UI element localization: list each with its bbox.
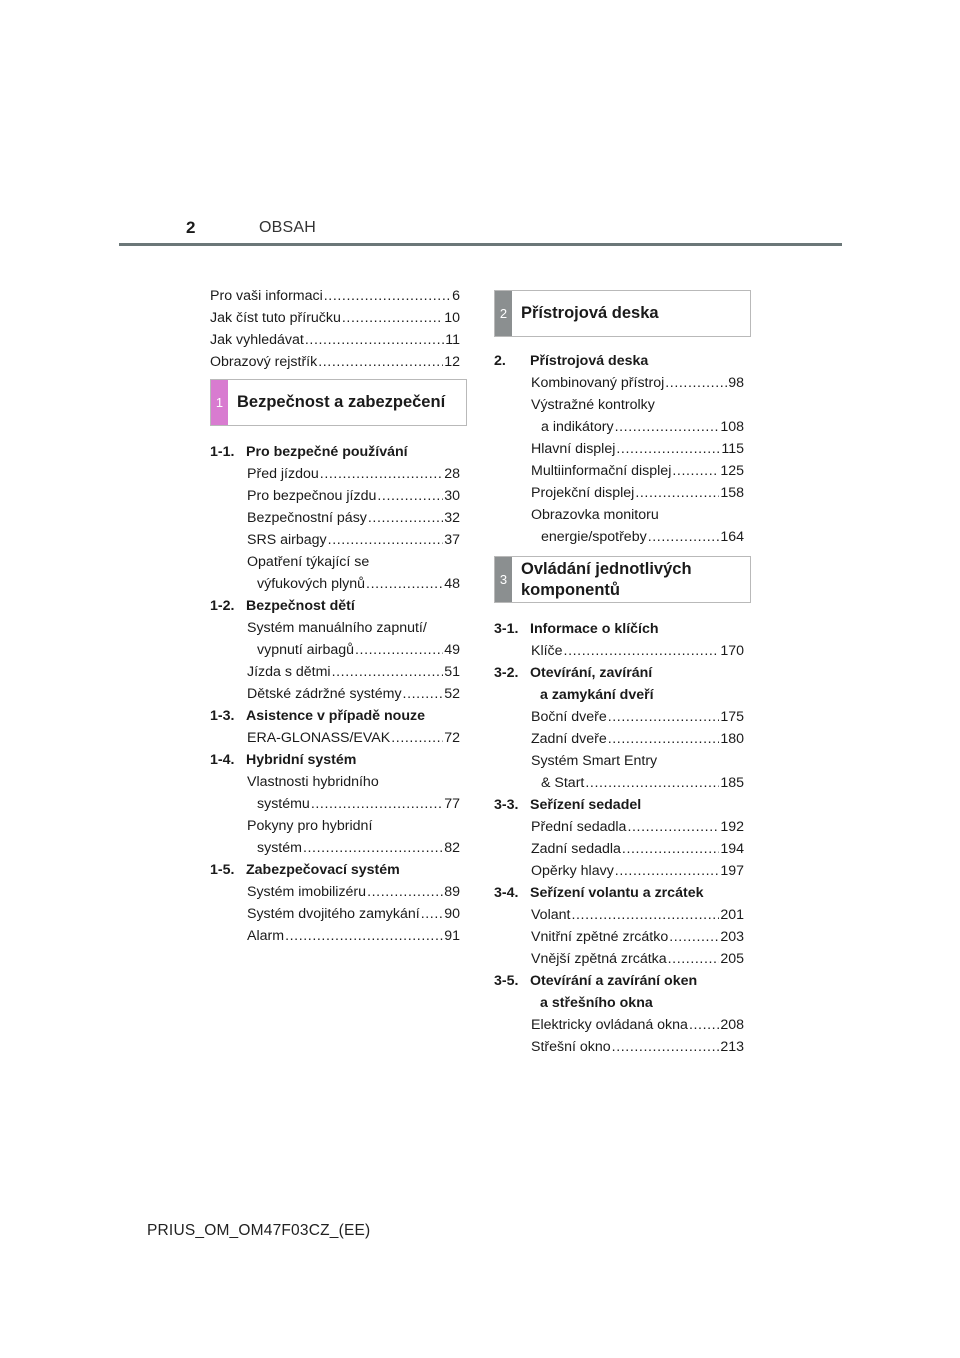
toc-entry-text: Boční dveře (531, 709, 607, 725)
section-2-title: Přístrojová deska (521, 304, 659, 322)
toc-item[interactable] (210, 925, 460, 947)
toc-entry-text: Kombinovaný přístroj (531, 375, 665, 391)
toc-group-title (530, 882, 703, 904)
toc-item[interactable] (494, 750, 744, 794)
toc-group-title-line: Seřízení volantu a zrcátek (530, 885, 704, 901)
toc-entry-page: 180 (720, 731, 744, 747)
section-3-title-line-1: Ovládání jednotlivých (521, 559, 692, 578)
toc-entry-text: systému (257, 796, 310, 812)
toc-entry[interactable] (494, 438, 744, 460)
toc-entry-text: SRS airbagy (247, 532, 327, 548)
toc-entry[interactable] (210, 793, 460, 815)
dot-leader (616, 438, 720, 460)
toc-entry[interactable] (494, 728, 744, 750)
toc-group-heading[interactable] (494, 970, 744, 1014)
toc-group-title (530, 618, 659, 640)
toc-group (494, 882, 744, 970)
toc-entry-page: 49 (444, 642, 460, 658)
toc-entry-text: Jízda s dětmi (247, 664, 331, 680)
dot-leader (366, 573, 443, 595)
toc-group-title (246, 441, 408, 463)
toc-group-title (530, 970, 697, 1014)
toc-entry-page: 194 (720, 841, 744, 857)
toc-item[interactable] (210, 683, 460, 705)
toc-group-number: 3-3. (494, 797, 519, 813)
toc-item[interactable] (494, 394, 744, 438)
toc-entry[interactable] (210, 329, 460, 351)
toc-entry-page: 175 (720, 709, 744, 725)
dot-leader (421, 903, 444, 925)
section-3-tab: 3 (495, 557, 512, 602)
toc-item[interactable] (494, 926, 744, 948)
toc-group (210, 441, 460, 595)
toc-group (210, 705, 460, 749)
toc-entry-page: 201 (720, 907, 744, 923)
toc-entry-text: Multiinformační displej (531, 463, 672, 479)
toc-entry-line: Systém Smart Entry (531, 753, 658, 769)
toc-group-heading[interactable] (494, 794, 744, 816)
toc-entry[interactable] (210, 485, 460, 507)
toc-group-number: 1-5. (210, 862, 235, 878)
toc-entry-text: Přední sedadla (531, 819, 627, 835)
toc-group-number: 3-1. (494, 621, 519, 637)
toc-entry[interactable] (210, 727, 460, 749)
toc-entry[interactable] (210, 529, 460, 551)
toc-entry[interactable] (494, 1014, 744, 1036)
toc-entry-page: 90 (444, 906, 460, 922)
toc-item[interactable] (210, 551, 460, 595)
toc-entry-page: 98 (728, 375, 744, 391)
dot-leader (328, 529, 444, 551)
toc-entry-text: výfukových plynů (257, 576, 366, 592)
toc-entry-text: a indikátory (541, 419, 614, 435)
toc-item[interactable] (210, 485, 460, 507)
dot-leader (355, 639, 443, 661)
dot-leader (672, 460, 719, 482)
toc-entry[interactable] (494, 416, 744, 438)
dot-leader (635, 482, 719, 504)
toc-group-title-line: Přístrojová deska (530, 353, 649, 369)
toc-entry[interactable] (210, 507, 460, 529)
toc-entry-line: Opatření týkající se (247, 554, 370, 570)
toc-entry-line: Pokyny pro hybridní (247, 818, 373, 834)
toc-entry[interactable] (494, 526, 744, 548)
dot-leader (608, 706, 720, 728)
dot-leader (668, 948, 720, 970)
toc-entry[interactable] (494, 926, 744, 948)
toc-entry-text: Zadní dveře (531, 731, 607, 747)
toc-entry[interactable] (210, 683, 460, 705)
toc-item[interactable] (210, 661, 460, 683)
toc-item[interactable] (494, 904, 744, 926)
toc-entry[interactable] (210, 661, 460, 683)
toc-entry-page: 208 (720, 1017, 744, 1033)
dot-leader (615, 860, 720, 882)
toc-group-title-line: Pro bezpečné používání (246, 444, 408, 460)
toc-entry[interactable] (494, 482, 744, 504)
section-3-title-line-2: komponentů (521, 580, 620, 599)
toc-group-heading[interactable] (210, 595, 460, 617)
dot-leader (318, 351, 443, 373)
toc-group-title (246, 595, 355, 617)
section-1-title: Bezpečnost a zabezpečení (237, 393, 446, 411)
dot-leader (608, 728, 720, 750)
toc-item[interactable] (494, 1014, 744, 1036)
page-number: 2 (186, 218, 196, 237)
toc-item[interactable] (494, 706, 744, 728)
dot-leader (585, 772, 719, 794)
toc-group-title-line: a střešního okna (540, 995, 653, 1011)
toc-group-heading[interactable] (210, 749, 460, 771)
toc-entry[interactable] (494, 948, 744, 970)
dot-leader (615, 416, 720, 438)
dot-leader (665, 372, 727, 394)
dot-leader (669, 926, 719, 948)
toc-item[interactable] (210, 771, 460, 815)
dot-leader (403, 683, 444, 705)
toc-entry[interactable] (210, 903, 460, 925)
section-3-entries (494, 618, 744, 1058)
toc-entry-page: 185 (720, 775, 744, 791)
toc-group-number: 3-2. (494, 665, 519, 681)
toc-group-number: 1-4. (210, 752, 235, 768)
toc-group-title-line: Zabezpečovací systém (246, 862, 400, 878)
toc-group-heading[interactable] (210, 441, 460, 463)
toc-entry-text: Systém imobilizéru (247, 884, 367, 900)
dot-leader (622, 838, 719, 860)
toc-group-title (246, 749, 356, 771)
toc-entry-text: Alarm (247, 928, 285, 944)
toc-entry-text: Projekční displej (531, 485, 635, 501)
toc-item[interactable] (494, 838, 744, 860)
toc-item[interactable] (210, 881, 460, 903)
toc-entry-page: 213 (720, 1039, 744, 1055)
toc-entry-page: 164 (720, 529, 744, 545)
toc-entry-page: 89 (444, 884, 460, 900)
toc-entry-text: Klíče (531, 643, 563, 659)
toc-entry[interactable] (494, 860, 744, 882)
toc-entry-page: 72 (444, 730, 460, 746)
section-2-header[interactable] (494, 290, 751, 337)
toc-group (494, 970, 744, 1058)
toc-group-title (530, 662, 654, 706)
toc-entry[interactable] (494, 706, 744, 728)
toc-item[interactable] (210, 507, 460, 529)
toc-item[interactable] (210, 903, 460, 925)
toc-group-heading[interactable] (494, 618, 744, 640)
section-1-header[interactable] (210, 379, 467, 426)
toc-group (210, 859, 460, 947)
toc-right-column (494, 350, 744, 1058)
toc-entry-text: Pro vaši informaci (210, 288, 323, 304)
toc-group-number: 1-3. (210, 708, 235, 724)
toc-entry-page: 12 (444, 354, 460, 370)
toc-entry-page: 48 (444, 576, 460, 592)
toc-left-column (210, 285, 460, 947)
dot-leader (564, 640, 720, 662)
toc-group-title-line: Informace o klíčích (530, 621, 659, 637)
section-2-entries (494, 350, 744, 548)
dot-leader (368, 507, 443, 529)
toc-item[interactable] (494, 860, 744, 882)
toc-group-title-line: Asistence v případě nouze (246, 708, 425, 724)
toc-entry-line: Obrazovka monitoru (531, 507, 659, 523)
toc-group-title-line: Otevírání, zavírání (530, 665, 653, 681)
toc-group-heading[interactable] (210, 859, 460, 881)
toc-entry[interactable] (210, 307, 460, 329)
toc-entry-text: Vnější zpětná zrcátka (531, 951, 667, 967)
toc-entry-text: vypnutí airbagů (257, 642, 355, 658)
toc-entry[interactable] (210, 463, 460, 485)
toc-group (494, 618, 744, 662)
toc-entry-text: ERA-GLONASS/EVAK (247, 730, 391, 746)
toc-entry-page: 197 (720, 863, 744, 879)
dot-leader (305, 329, 444, 351)
toc-entry-line: Výstražné kontrolky (531, 397, 655, 413)
toc-entry-page: 32 (444, 510, 460, 526)
toc-group-title (530, 794, 641, 816)
section-3-title (512, 559, 692, 601)
toc-entry-text: & Start (541, 775, 585, 791)
toc-group-number: 1-1. (210, 444, 235, 460)
toc-entry[interactable] (494, 838, 744, 860)
dot-leader (627, 816, 719, 838)
dot-leader (332, 661, 444, 683)
toc-group (494, 794, 744, 882)
dot-leader (311, 793, 443, 815)
toc-entry-page: 82 (444, 840, 460, 856)
toc-item[interactable] (494, 460, 744, 482)
toc-entry[interactable] (210, 573, 460, 595)
toc-group-number: 2. (494, 353, 506, 369)
toc-group-number: 3-5. (494, 973, 519, 989)
toc-group (494, 662, 744, 794)
toc-entry-page: 51 (444, 664, 460, 680)
toc-group-title-line: Seřízení sedadel (530, 797, 642, 813)
toc-entry-text: Před jízdou (247, 466, 319, 482)
toc-entry-text: Jak vyhledávat (210, 332, 304, 348)
toc-item[interactable] (494, 948, 744, 970)
toc-item[interactable] (494, 482, 744, 504)
toc-group-title-line: Otevírání a zavírání oken (530, 973, 698, 989)
toc-entry-line: Systém manuálního zapnutí/ (247, 620, 427, 636)
toc-entry-text: Hlavní displej (531, 441, 616, 457)
section-1-tab: 1 (211, 380, 228, 425)
toc-entry-page: 115 (721, 441, 744, 457)
toc-group-title (246, 705, 425, 727)
toc-group (210, 749, 460, 859)
toc-entry-page: 203 (720, 929, 744, 945)
toc-group-heading[interactable] (210, 705, 460, 727)
toc-entry[interactable] (210, 837, 460, 859)
toc-entry[interactable] (494, 372, 744, 394)
toc-entry-text: systém (257, 840, 302, 856)
toc-entry[interactable] (210, 639, 460, 661)
toc-entry-text: Jak číst tuto příručku (210, 310, 341, 326)
toc-entry-text: Obrazový rejstřík (210, 354, 318, 370)
toc-entry-page: 192 (720, 819, 744, 835)
toc-group (494, 350, 744, 548)
toc-entry[interactable] (494, 640, 744, 662)
toc-entry-text: Vnitřní zpětné zrcátko (531, 929, 669, 945)
toc-item[interactable] (210, 529, 460, 551)
toc-entry-page: 91 (444, 928, 460, 944)
toc-entry-line: Vlastnosti hybridního (247, 774, 379, 790)
toc-group-heading[interactable] (494, 350, 744, 372)
toc-entry-page: 37 (444, 532, 460, 548)
toc-item[interactable] (494, 728, 744, 750)
section-3-header[interactable] (494, 556, 751, 603)
dot-leader (612, 1036, 720, 1058)
toc-entry[interactable] (494, 904, 744, 926)
dot-leader (377, 485, 443, 507)
toc-entry-page: 158 (720, 485, 744, 501)
toc-group-title-line: Hybridní systém (246, 752, 357, 768)
toc-entry-page: 30 (444, 488, 460, 504)
toc-item[interactable] (494, 816, 744, 838)
toc-entry[interactable] (494, 1036, 744, 1058)
toc-entry-text: Střešní okno (531, 1039, 611, 1055)
toc-entry[interactable] (494, 772, 744, 794)
toc-entry-page: 77 (444, 796, 460, 812)
toc-entry-text: Systém dvojitého zamykání (247, 906, 420, 922)
toc-group-number: 1-2. (210, 598, 235, 614)
toc-entry-page: 125 (720, 463, 744, 479)
toc-item[interactable] (494, 504, 744, 548)
toc-group-title-line: a zamykání dveří (540, 687, 654, 703)
toc-entry-page: 205 (720, 951, 744, 967)
toc-entry[interactable] (210, 285, 460, 307)
toc-entry-page: 170 (720, 643, 744, 659)
toc-item[interactable] (494, 1036, 744, 1058)
toc-entry-page: 6 (452, 288, 460, 304)
dot-leader (320, 463, 443, 485)
dot-leader (689, 1014, 719, 1036)
toc-entry[interactable] (210, 881, 460, 903)
toc-group-number: 3-4. (494, 885, 519, 901)
dot-leader (303, 837, 443, 859)
toc-group-title (530, 350, 648, 372)
toc-item[interactable] (494, 372, 744, 394)
toc-entry[interactable] (494, 816, 744, 838)
toc-entry-page: 11 (445, 332, 460, 348)
toc-entry-text: Dětské zádržné systémy (247, 686, 402, 702)
toc-entry-text: Pro bezpečnou jízdu (247, 488, 377, 504)
intro-list (210, 285, 460, 373)
toc-entry-text: Bezpečnostní pásy (247, 510, 367, 526)
dot-leader (648, 526, 720, 548)
toc-group-title (246, 859, 400, 881)
toc-group-heading[interactable] (494, 882, 744, 904)
toc-entry[interactable] (210, 351, 460, 373)
section-1-entries (210, 441, 460, 947)
dot-leader (342, 307, 443, 329)
toc-entry-text: Elektricky ovládaná okna (531, 1017, 688, 1033)
header-divider (119, 243, 842, 246)
toc-entry-page: 108 (720, 419, 744, 435)
toc-group-title-line: Bezpečnost dětí (246, 598, 355, 614)
dot-leader (571, 904, 719, 926)
toc-entry[interactable] (210, 925, 460, 947)
toc-entry-page: 28 (444, 466, 460, 482)
toc-entry-text: Zadní sedadla (531, 841, 621, 857)
toc-entry-text: Opěrky hlavy (531, 863, 614, 879)
toc-entry[interactable] (494, 460, 744, 482)
toc-item[interactable] (210, 815, 460, 859)
toc-item[interactable] (210, 463, 460, 485)
toc-item[interactable] (494, 640, 744, 662)
toc-group (210, 595, 460, 705)
dot-leader (391, 727, 443, 749)
page-header-title: OBSAH (259, 219, 317, 236)
toc-entry-page: 10 (444, 310, 460, 326)
toc-item[interactable] (210, 727, 460, 749)
document-code: PRIUS_OM_OM47F03CZ_(EE) (147, 1222, 371, 1239)
dot-leader (367, 881, 443, 903)
toc-item[interactable] (210, 617, 460, 661)
dot-leader (324, 285, 451, 307)
toc-group-heading[interactable] (494, 662, 744, 706)
toc-entry-text: Volant (531, 907, 571, 923)
toc-entry-text: energie/spotřeby (541, 529, 647, 545)
toc-entry-page: 52 (444, 686, 460, 702)
toc-item[interactable] (494, 438, 744, 460)
dot-leader (285, 925, 443, 947)
section-2-tab: 2 (495, 291, 512, 336)
